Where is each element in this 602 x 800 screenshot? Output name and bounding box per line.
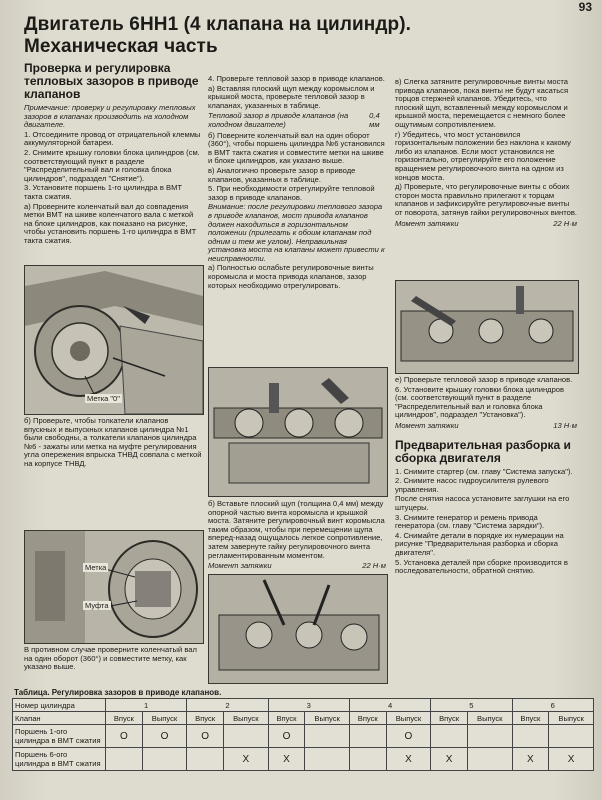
valve-exhaust: Выпуск — [142, 712, 187, 725]
valve-intake: Впуск — [187, 712, 224, 725]
torque-label: Момент затяжки — [395, 218, 459, 228]
title-line-1: Двигатель 6HH1 (4 клапана на цилиндр). — [24, 14, 412, 35]
figure-label-coupling: Муфта — [85, 601, 109, 610]
figure-bridge — [395, 280, 579, 374]
table-cell: X — [549, 748, 594, 771]
table-row-cyl6-tdc — [13, 748, 594, 771]
rocker-arms-illustration — [209, 368, 387, 496]
valve-intake: Впуск — [431, 712, 468, 725]
step-3a: а) Проверните коленчатый вал до совпадения метки ВМТ на шкиве коленчатого вала с меткой на блоке цилиндров, как показано на рисунке, чтобы установить поршень 1-го цилиндра в ВМТ такта сжатия. — [24, 201, 197, 245]
table-cell — [549, 725, 594, 748]
torque-value: 22 Н·м — [553, 218, 577, 228]
column-3 — [395, 78, 577, 230]
step-4: 4. Проверьте тепловой зазор в приводе клапанов. — [208, 74, 385, 83]
cylinder-4: 4 — [349, 699, 430, 712]
table-cell — [512, 725, 549, 748]
spec-clearance-value: 0,4 мм — [369, 111, 380, 129]
table-caption: Таблица. Регулировка зазоров в приводе клапанов. — [14, 688, 222, 697]
valve-clearance-table — [12, 698, 594, 771]
table-cell: X — [223, 748, 268, 771]
valve-exhaust: Выпуск — [223, 712, 268, 725]
table-cell — [467, 748, 512, 771]
column-2-continued — [208, 500, 386, 573]
table-row-valves — [13, 712, 594, 725]
step-4c: в) Аналогично проверьте зазор в приводе клапанов, указанных в таблице. — [208, 165, 356, 184]
section-heading-disassembly: Предварительная разборка и сборка двигателя — [395, 437, 571, 465]
column-3-continued — [395, 376, 577, 577]
table-cell: X — [386, 748, 431, 771]
valve-intake: Впуск — [349, 712, 386, 725]
torque-spec-1 — [208, 562, 386, 571]
valve-exhaust: Выпуск — [467, 712, 512, 725]
figure-label-mark: Метка — [85, 563, 107, 572]
section-heading-valve-clearance: Проверка и регулировка тепловых зазоров в приводе клапанов — [24, 61, 199, 101]
step-3: 3. Установите поршень 1-го цилиндра в ВМТ такта сжатия. — [24, 183, 183, 201]
step-4a: а) Вставляя плоский щуп между коромыслом и крышкой моста, проверьте тепловой зазор в клапанах, указанных в таблице. — [208, 83, 375, 110]
cylinder-2: 2 — [187, 699, 268, 712]
step-3b: б) Проверьте, чтобы толкатели клапанов впускных и выпускных клапанов цилиндра №1 были свободны, а толкатели клапанов цилиндра №6 - зажаты или метка на муфте регулирования угла опережения впрыска ТНВД совпала с меткой на корпусе ТНВД. — [24, 416, 202, 468]
injection-pump-illustration — [25, 531, 203, 643]
torque-spec-2 — [395, 220, 577, 229]
page-title — [24, 14, 411, 58]
table-cell: O — [142, 725, 187, 748]
crank-pulley-illustration — [25, 266, 203, 414]
table-cell: X — [268, 748, 305, 771]
table-cell: O — [268, 725, 305, 748]
table-cell — [305, 748, 350, 771]
step-5: 5. При необходимости отрегулируйте тепловой зазор в приводе клапанов. — [208, 184, 375, 202]
torque-label: Момент затяжки — [395, 420, 459, 430]
step-5e: е) Проверьте тепловой зазор в приводе клапанов. — [395, 375, 573, 384]
step-2: 2. Снимите крышку головки блока цилиндров (см. соответствующий пункт в разделе "Распределительный вал и головка блока цилиндров", подраздел "Снятие"). — [24, 147, 200, 183]
cylinder-6: 6 — [512, 699, 593, 712]
page-number: 93 — [578, 0, 592, 14]
valve-intake: Впуск — [268, 712, 305, 725]
cylinder-header: Номер цилиндра — [13, 699, 106, 712]
torque-label: Момент затяжки — [208, 561, 272, 571]
valve-label: Клапан — [13, 712, 106, 725]
step-5v: в) Слегка затяните регулировочные винты моста привода клапанов, пока винты не будут касаться торцов стержней клапанов. Убедитесь, что плоский щуп, вставленный между коромыслом и крышкой моста, перемещается с немного более ощутимым сопротивлением. — [395, 77, 569, 129]
cylinder-3: 3 — [268, 699, 349, 712]
disassembly-step-2b: После снятия насоса установите заглушки на его штуцеры. — [395, 494, 570, 512]
column-2 — [208, 75, 386, 291]
table-cell — [349, 748, 386, 771]
note: Примечание: проверку и регулировку тепловых зазоров в клапанах производить на холодном двигателе. — [24, 103, 196, 130]
disassembly-step-2: 2. Снимите насос гидроусилителя рулевого управления. — [395, 476, 549, 494]
figure-injection-pump — [24, 530, 204, 644]
table-row-cylinders — [13, 699, 594, 712]
row-label: Поршень 1-ого цилиндра в ВМТ сжатия — [13, 725, 106, 748]
table-cell — [187, 748, 224, 771]
step-5a: а) Полностью ослабьте регулировочные винты коромысла и моста привода клапанов, зазор которых необходимо отрегулировать. — [208, 263, 374, 290]
row-label: Поршень 6-ого цилиндра в ВМТ сжатия — [13, 748, 106, 771]
table-cell: X — [431, 748, 468, 771]
valve-exhaust: Выпуск — [305, 712, 350, 725]
table-cell — [431, 725, 468, 748]
adjust-screw-illustration — [209, 575, 387, 683]
disassembly-step-1: 1. Снимите стартер (см. главу "Система запуска"). — [395, 466, 573, 476]
step-5b: б) Вставьте плоский щуп (толщина 0,4 мм) между опорной частью винта коромысла и крышкой моста. Затяните регулировочный винт коромысла таким образом, чтобы при перемещении щупа вперед-назад ощущалось легкое сопротивление, затем завернуте гайку регулировочного винта регламентированным моментом. — [208, 499, 385, 560]
table-cell — [349, 725, 386, 748]
title-line-2: Механическая часть — [24, 36, 218, 57]
table-cell: O — [187, 725, 224, 748]
column-1-end — [24, 646, 202, 673]
torque-value: 22 Н·м — [362, 561, 386, 571]
column-1-continued — [24, 417, 202, 470]
step-3c: В противном случае проверните коленчатый вал на один оборот (360°) и совместите метку, как указано выше. — [24, 645, 197, 672]
torque-value: 13 Н·м — [553, 420, 577, 430]
step-1: 1. Отсоедините провод от отрицательной клеммы аккумуляторной батареи. — [24, 129, 201, 148]
figure-label-mark-0: Метка "0" — [87, 394, 120, 403]
disassembly-step-4: 4. Снимайте детали в порядке их нумерации на рисунке "Предварительная разборка и сборка двигателя". — [395, 530, 564, 557]
table-cell — [142, 748, 187, 771]
step-5g: г) Убедитесь, что мост установился горизонтальным положении без наклона к какому либо из клапанов. Если мост установился не горизонтально, отрегулируйте его положение вращением регулировочного винта на одном из концов моста. — [395, 129, 571, 182]
table-cell — [467, 725, 512, 748]
column-1 — [24, 62, 202, 247]
valve-exhaust: Выпуск — [549, 712, 594, 725]
table-cell: O — [106, 725, 143, 748]
figure-crank-pulley — [24, 265, 204, 415]
cylinder-5: 5 — [431, 699, 512, 712]
table-cell — [305, 725, 350, 748]
table-cell: O — [386, 725, 431, 748]
warning-note: Внимание: после регулировки теплового зазора в приводе клапанов, мост привода клапанов должен находиться в горизонтальном положении (прилегать к обоим клапанам под одним и тем же углом). Неправильная установка моста на клапаны может привести к неисправности. — [208, 202, 385, 263]
step-4b: б) Поверните коленчатый вал на один оборот (360°), чтобы поршень цилиндра №6 установился в ВМТ такта сжатия и совместите метки на шкиве и блоке цилиндров, как указано выше. — [208, 130, 385, 166]
bridge-illustration — [396, 281, 578, 373]
valve-intake: Впуск — [106, 712, 143, 725]
table-row-cyl1-tdc — [13, 725, 594, 748]
cylinder-1: 1 — [106, 699, 187, 712]
table-cell — [106, 748, 143, 771]
disassembly-step-3: 3. Снимите генератор и ремень привода генератора (см. главу "Система зарядки"). — [395, 512, 545, 531]
figure-adjust-screw — [208, 574, 388, 684]
valve-intake: Впуск — [512, 712, 549, 725]
step-6: 6. Установите крышку головки блока цилиндров (см. соответствующий пункт в разделе "Распределительный вал и головка блока цилиндров", подраздел "Установка"). — [395, 384, 565, 420]
valve-exhaust: Выпуск — [386, 712, 431, 725]
torque-spec-3 — [395, 422, 577, 431]
table-cell — [223, 725, 268, 748]
disassembly-step-5: 5. Установка деталей при сборке производится в последовательности, обратной снятию. — [395, 557, 568, 576]
spec-clearance-label: Тепловой зазор в приводе клапанов (на холодном двигателе) — [208, 111, 349, 129]
figure-rocker-arms — [208, 367, 388, 497]
spec-clearance — [208, 112, 386, 129]
step-5d: д) Проверьте, что регулировочные винты с обоих сторон моста правильно прилегают к торцам клапанов и зафиксируйте регулировочные винты от поворота, затянув гайки регулировочных винтов. — [395, 182, 577, 217]
table-cell: X — [512, 748, 549, 771]
